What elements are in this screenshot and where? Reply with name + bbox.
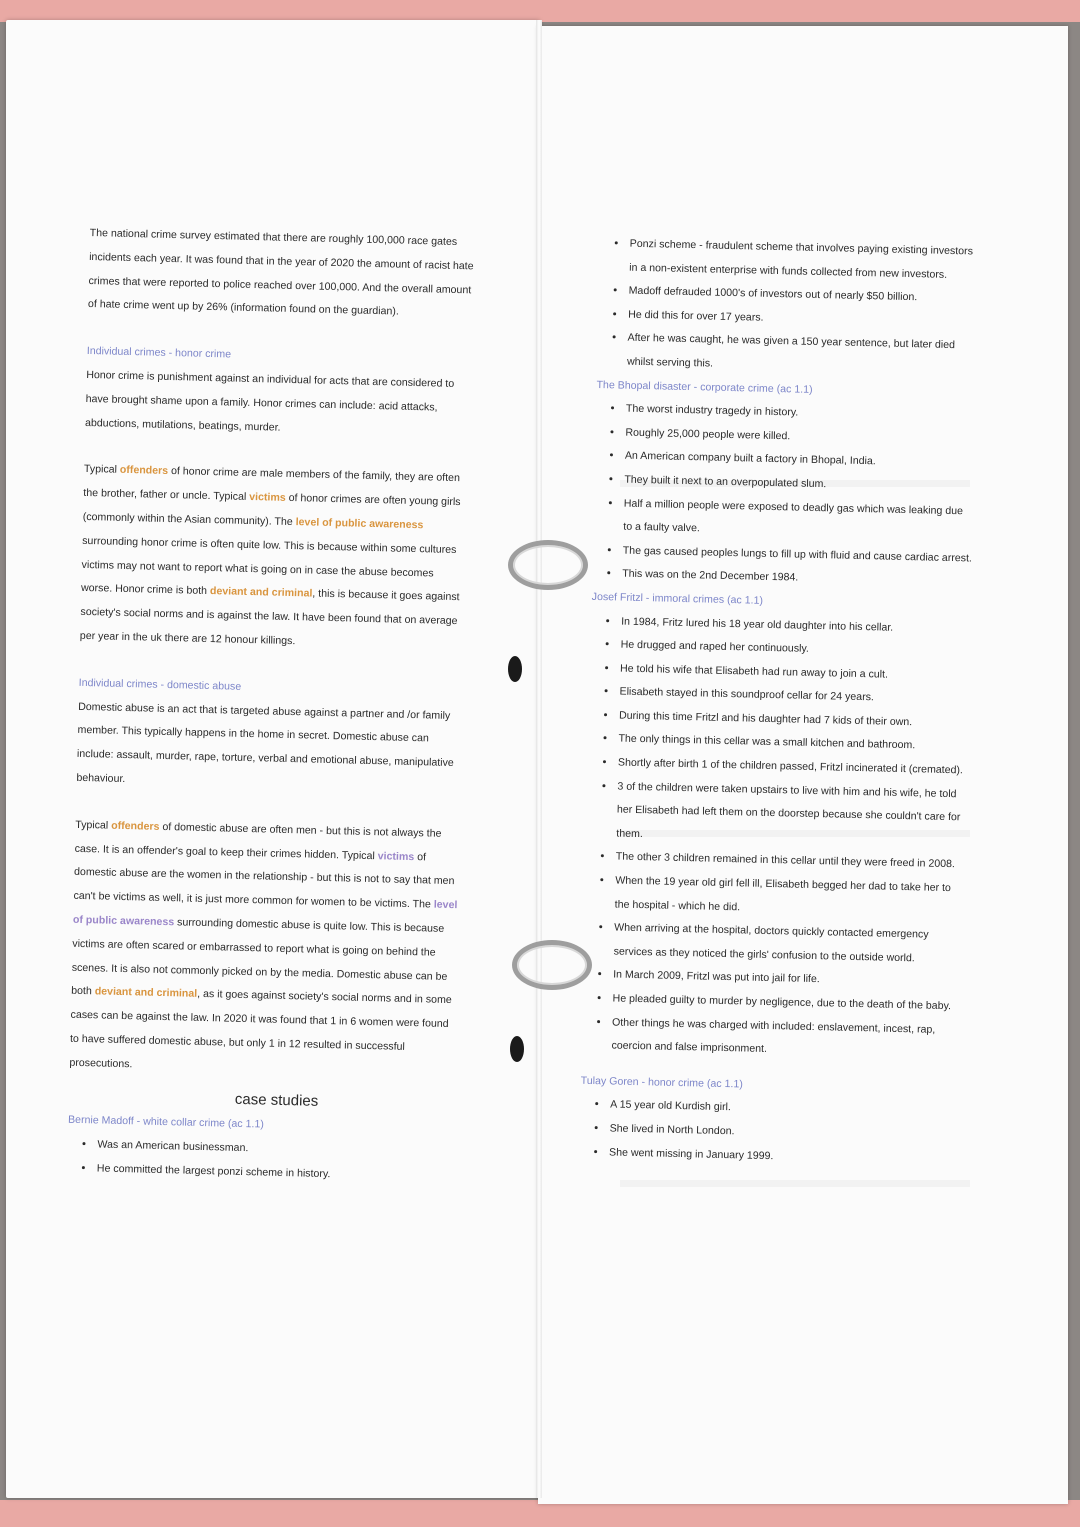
honor-crime-paragraph: Typical offenders of honor crime are male members of the family, they are often the brother, father or uncle. Typical victims of honor crimes are often young girls (commonly within the Asian community). The level of public awareness surrounding honor crime is often quite low. This is because within some cultures victims may not want to report what is going on in case the abuse becomes worse. Honor crime is both deviant and criminal, this is because it goes against society's social norms and is against the law. It have been found that on average per year in the uk there are 12 honour killings.: [79, 463, 461, 648]
madoff-continued-list: [597, 232, 980, 382]
list-item: • The only things in this cellar was a small kitchen and bathroom.: [616, 728, 968, 760]
binder-edge-bottom: [0, 1500, 1080, 1527]
list-item: • In March 2009, Fritzl was put into jail for life.: [611, 964, 963, 996]
show-through: [620, 1180, 970, 1187]
domestic-abuse-paragraph: Typical offenders of domestic abuse are often men - but this is not always the case. It is an offender's goal to keep their crimes hidden. Typical victims of domestic abuse are the women in the relationship - but this is not to say that men can't be victims as well, it is just more common for women to be victims. The level of public awareness surrounding domestic abuse is quite low. This is because victims are often scared or embarrassed to report what is going on behind the scenes. It is also not commonly picked on by the media. Domestic abuse can be both deviant and criminal, as it goes against society's social norms and in some cases can be against the law. In 2020 it was found that 1 in 6 women were found to have suffered domestic abuse, but only 1 in 12 resulted in successful prosecutions.: [69, 818, 458, 1070]
list-item: • Elisabeth stayed in this soundproof cellar for 24 years.: [617, 681, 969, 713]
list-item: • During this time Fritzl and his daughter had 7 kids of their own.: [617, 704, 969, 736]
highlight-deviant: deviant and criminal: [209, 585, 313, 600]
list-item: • They built it next to an overpopulated slum.: [622, 469, 974, 501]
binder-edge-top: [0, 0, 1080, 22]
highlight-victims: victims: [377, 849, 415, 863]
bhopal-heading: The Bhopal disaster - corporate crime (ac 1.1): [596, 378, 813, 396]
highlight-offenders: offenders: [111, 819, 160, 833]
list-item: • He pleaded guilty to murder by negligence, due to the death of the baby.: [610, 987, 962, 1019]
tulay-heading: Tulay Goren - honor crime (ac 1.1): [580, 1074, 743, 1091]
page-spine: [536, 20, 542, 1498]
intro-paragraph: The national crime survey estimated that there are roughly 100,000 race gates incidents each year. It was found that in the year of 2020 the amount of racist hate crimes that were reported to police reached over 100,000. And the overall amount of hate crime went up by 26% (information found on the guardian).: [87, 226, 474, 318]
list-item: • Shortly after birth 1 of the children passed, Fritzl incinerated it (cremated).: [616, 752, 968, 784]
list-item: • He did this for over 17 years.: [626, 303, 978, 335]
list-item: • She went missing in January 1999.: [607, 1141, 959, 1173]
list-item: • A 15 year old Kurdish girl.: [608, 1094, 960, 1126]
list-item: • He told his wife that Elisabeth had run away to join a cult.: [618, 657, 970, 689]
list-item: • Other things he was charged with included: enslavement, incest, rap, coercion and false imprisonment.: [609, 1011, 962, 1066]
list-item: • 3 of the children were taken upstairs to live with him and his wife, he told her Elisabeth had left them on the doorstep because she couldn't care for them.: [614, 775, 968, 854]
highlight-offenders: offenders: [119, 464, 169, 478]
left-column: [67, 222, 476, 1190]
highlight-deviant: deviant and criminal: [94, 985, 198, 1001]
honor-crime-definition: Honor crime is punishment against an individual for acts that are considered to have brought shame upon a family. Honor crimes can include: acid attacks, abductions, mutilations, beatings, murder.: [84, 368, 455, 434]
list-item: • After he was caught, he was given a 150 year sentence, but later died whilst serving this.: [625, 327, 978, 382]
highlight-victims: victims: [249, 491, 286, 505]
list-item: • Was an American businessman.: [95, 1134, 453, 1167]
list-item: • When the 19 year old girl fell ill, Elisabeth begged her dad to take her to the hospital - which he did.: [612, 870, 965, 925]
list-item: • He committed the largest ponzi scheme in history.: [95, 1157, 453, 1190]
list-item: • When arriving at the hospital, doctors quickly contacted emergency services as they noticed the girls' confusion to the outside world.: [611, 917, 964, 972]
binder-ring-top: [508, 540, 588, 590]
domestic-abuse-definition: Domestic abuse is an act that is targeted abuse against a partner and /or family member. This typically happens in the home in secret. Domestic abuse can include: assault, murder, rape, torture, verbal and emotional abuse, manipulative behaviour.: [76, 700, 454, 785]
list-item: • An American company built a factory in Bhopal, India.: [623, 445, 975, 477]
bhopal-list: [592, 397, 976, 594]
punch-hole-bottom: [510, 1036, 524, 1062]
highlight-awareness: level of public awareness: [72, 898, 458, 929]
honor-crime-heading: Individual crimes - honor crime: [86, 345, 232, 361]
list-item: • Ponzi scheme - fraudulent scheme that involves paying existing investors in a non-existent enterprise with funds collected from new investors.: [627, 233, 980, 288]
list-item: • In 1984, Fritz lured his 18 year old daughter into his cellar.: [619, 610, 971, 642]
highlight-awareness: level of public awareness: [295, 516, 424, 532]
punch-hole-top: [508, 656, 522, 682]
list-item: • Roughly 25,000 people were killed.: [623, 421, 975, 453]
list-item: • Half a million people were exposed to deadly gas which was leaking due to a faulty valve.: [621, 492, 974, 547]
list-item: • She lived in North London.: [607, 1117, 959, 1149]
list-item: • The other 3 children remained in this cellar until they were freed in 2008.: [614, 846, 966, 878]
list-item: • The gas caused peoples lungs to fill up with fluid and cause cardiac arrest.: [620, 539, 972, 571]
madoff-list: [67, 1133, 454, 1190]
fritzl-heading: Josef Fritzl - immoral crimes (ac 1.1): [591, 590, 764, 607]
binder-ring-bottom: [512, 940, 592, 990]
list-item: • Madoff defrauded 1000's of investors out of nearly $50 billion.: [626, 280, 978, 312]
right-column: [579, 232, 980, 1173]
madoff-heading: Bernie Madoff - white collar crime (ac 1.1): [67, 1114, 265, 1131]
fritzl-list: [581, 609, 971, 1066]
list-item: • This was on the 2nd December 1984.: [620, 563, 972, 595]
case-studies-title: case studies: [234, 1090, 319, 1110]
domestic-abuse-heading: Individual crimes - domestic abuse: [78, 676, 242, 693]
tulay-list: [579, 1093, 961, 1172]
list-item: • He drugged and raped her continuously.: [618, 634, 970, 666]
list-item: • The worst industry tragedy in history.: [624, 398, 976, 430]
